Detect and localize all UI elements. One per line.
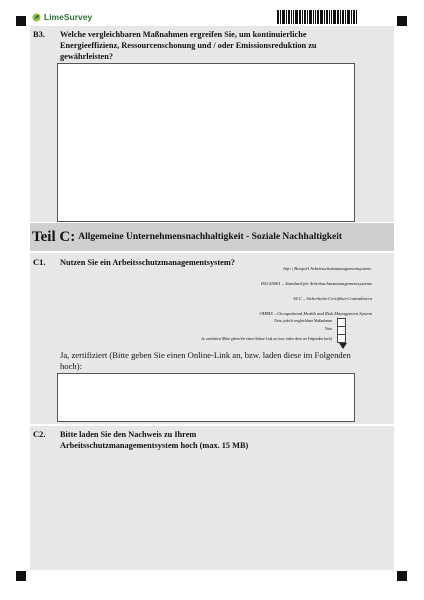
barcode <box>277 10 368 24</box>
logo-text: LimeSurvey <box>44 12 93 22</box>
question-c2-number: C2. <box>33 429 46 439</box>
section-c-title: Teil C: <box>32 228 76 245</box>
question-c2-text: Bitte laden Sie den Nachweis zu Ihrem Arbeitsschutzmanagementsystem hoch (max. 15 MB) <box>60 430 249 450</box>
corner-mark-top-left <box>16 16 26 26</box>
corner-mark-bottom-right <box>397 571 407 581</box>
question-c1-number: C1. <box>33 257 46 267</box>
c1-option-iso45001: ISO 45001 – Standard für Arbeitsschutzmanagementsysteme <box>260 281 372 286</box>
c1-small-choice-2: Nein <box>325 327 332 331</box>
question-b3-number: B3. <box>33 29 46 39</box>
c1-checkbox-3[interactable] <box>337 334 346 343</box>
question-b3-answer-field[interactable] <box>57 63 355 222</box>
corner-mark-bottom-left <box>16 571 26 581</box>
limesurvey-logo <box>32 12 92 22</box>
c1-link-input[interactable] <box>57 373 355 422</box>
c1-followup-text: Ja, zertifiziert (Bitte geben Sie einen Online-Link an, bzw. laden diese im Folgenden hoch): <box>60 350 351 371</box>
c1-small-choice-1: Nein, jedoch vergleichbare Maßnahmen <box>274 319 332 323</box>
c1-small-choice-3: Ja, zertifiziert (Bitte geben Sie einen Online-Link an, bzw. laden diese im Folgenden hoch) <box>201 337 332 341</box>
c1-arrow-marker <box>339 343 347 349</box>
question-c1-text: Nutzen Sie ein Arbeitsschutzmanagementsystem? <box>60 258 235 267</box>
c1-option-info: Info | Beispiel Arbeitsschutzmanagementsystem: <box>283 266 372 271</box>
limesurvey-logo-icon <box>32 13 41 22</box>
c1-option-ohris: OHRIS – Occupational Health and Risk Management System <box>259 311 372 316</box>
section-c-subtitle: Allgemeine Unternehmensnachhaltigkeit - Soziale Nachhaltigkeit <box>78 232 343 242</box>
section-c-header <box>30 223 394 251</box>
corner-mark-top-right <box>397 16 407 26</box>
c1-option-scc: SCC – Sicherheits-Certifikat-Contraktoren <box>293 296 372 301</box>
question-b3-text: Welche vergleichbaren Maßnahmen ergreifen Sie, um kontinuierliche Energieeffizienz, Ressourcenschonung und / oder Emissionsreduktion zu gewährleisten? <box>60 30 317 61</box>
